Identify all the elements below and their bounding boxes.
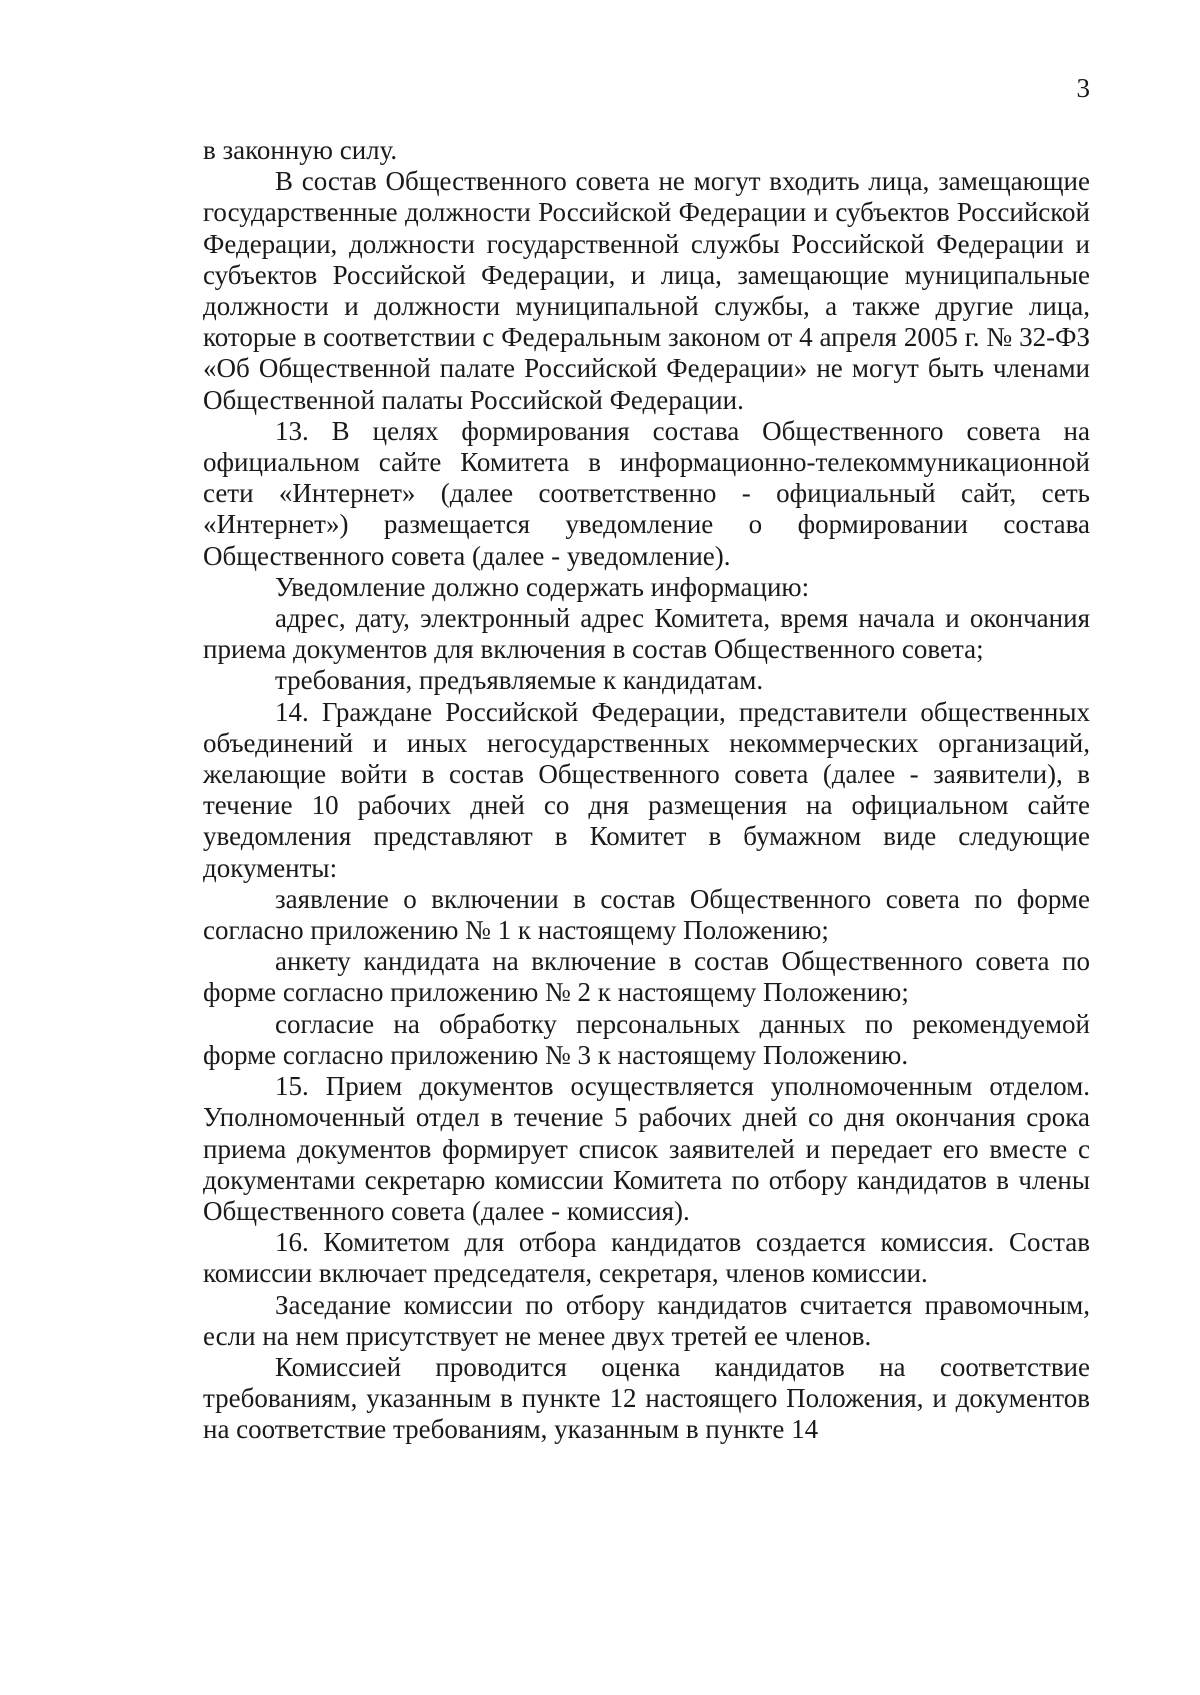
paragraph: в законную силу. bbox=[203, 135, 398, 165]
paragraph: заявление о включении в состав Общественного совета по форме согласно приложению № 1 к настоящему Положению; bbox=[203, 883, 1090, 946]
paragraph-item-15: 15. Прием документов осуществляется уполномоченным отделом. Уполномоченный отдел в течение 5 рабочих дней со дня окончания срока приема документов формирует список заявителей и передает его вместе с документами секретарю комиссии Комитета по отбору кандидатов в члены Общественного совета (далее - комиссия). bbox=[203, 1071, 1090, 1226]
paragraph-item-13: 13. В целях формирования состава Общественного совета на официальном сайте Комитета в информационно-телекоммуникационной сети «Интернет» (далее соответственно - официальный сайт, сеть «Интернет») размещается уведомление о формировании состава Общественного совета (далее - уведомление). bbox=[203, 415, 1090, 571]
paragraph: анкету кандидата на включение в состав Общественного совета по форме согласно приложению № 2 к настоящему Положению; bbox=[203, 946, 1090, 1008]
paragraph: требования, предъявляемые к кандидатам. bbox=[275, 665, 764, 696]
paragraph: Уведомление должно содержать информацию: bbox=[275, 571, 810, 602]
paragraph-item-16: 16. Комитетом для отбора кандидатов создается комиссия. Состав комиссии включает председателя, секретаря, членов комиссии. bbox=[203, 1227, 1090, 1289]
page-number: 3 bbox=[1076, 73, 1090, 103]
document-body bbox=[203, 135, 1090, 1446]
paragraph: Заседание комиссии по отбору кандидатов считается правомочным, если на нем присутствует не менее двух третей ее членов. bbox=[203, 1289, 1090, 1351]
paragraph-item-14: 14. Граждане Российской Федерации, представители общественных объединений и иных негосударственных некоммерческих организаций, желающие войти в состав Общественного совета (далее - заявители), в течение 10 рабочих дней со дня размещения на официальном сайте уведомления представляют в Комитет в бумажном виде следующие документы: bbox=[203, 696, 1090, 883]
paragraph: согласие на обработку персональных данных по рекомендуемой форме согласно приложению № 3 к настоящему Положению. bbox=[203, 1008, 1090, 1070]
paragraph: Комиссией проводится оценка кандидатов на соответствие требованиям, указанным в пункте 12 настоящего Положения, и документов на соответствие требованиям, указанным в пункте 14 bbox=[203, 1351, 1090, 1445]
paragraph: адрес, дату, электронный адрес Комитета, время начала и окончания приема документов для включения в состав Общественного совета; bbox=[203, 603, 1090, 665]
paragraph: В состав Общественного совета не могут входить лица, замещающие государственные должности Российской Федерации и субъектов Российской Федерации, должности государственной службы Российской Федерации и субъектов Российской Федерации, и лица, замещающие муниципальные должности и должности муниципальной службы, а также другие лица, которые в соответствии с Федеральным законом от 4 апреля 2005 г. № 32-ФЗ «Об Общественной палате Российской Федерации» не могут быть членами Общественной палаты Российской Федерации. bbox=[203, 166, 1090, 415]
